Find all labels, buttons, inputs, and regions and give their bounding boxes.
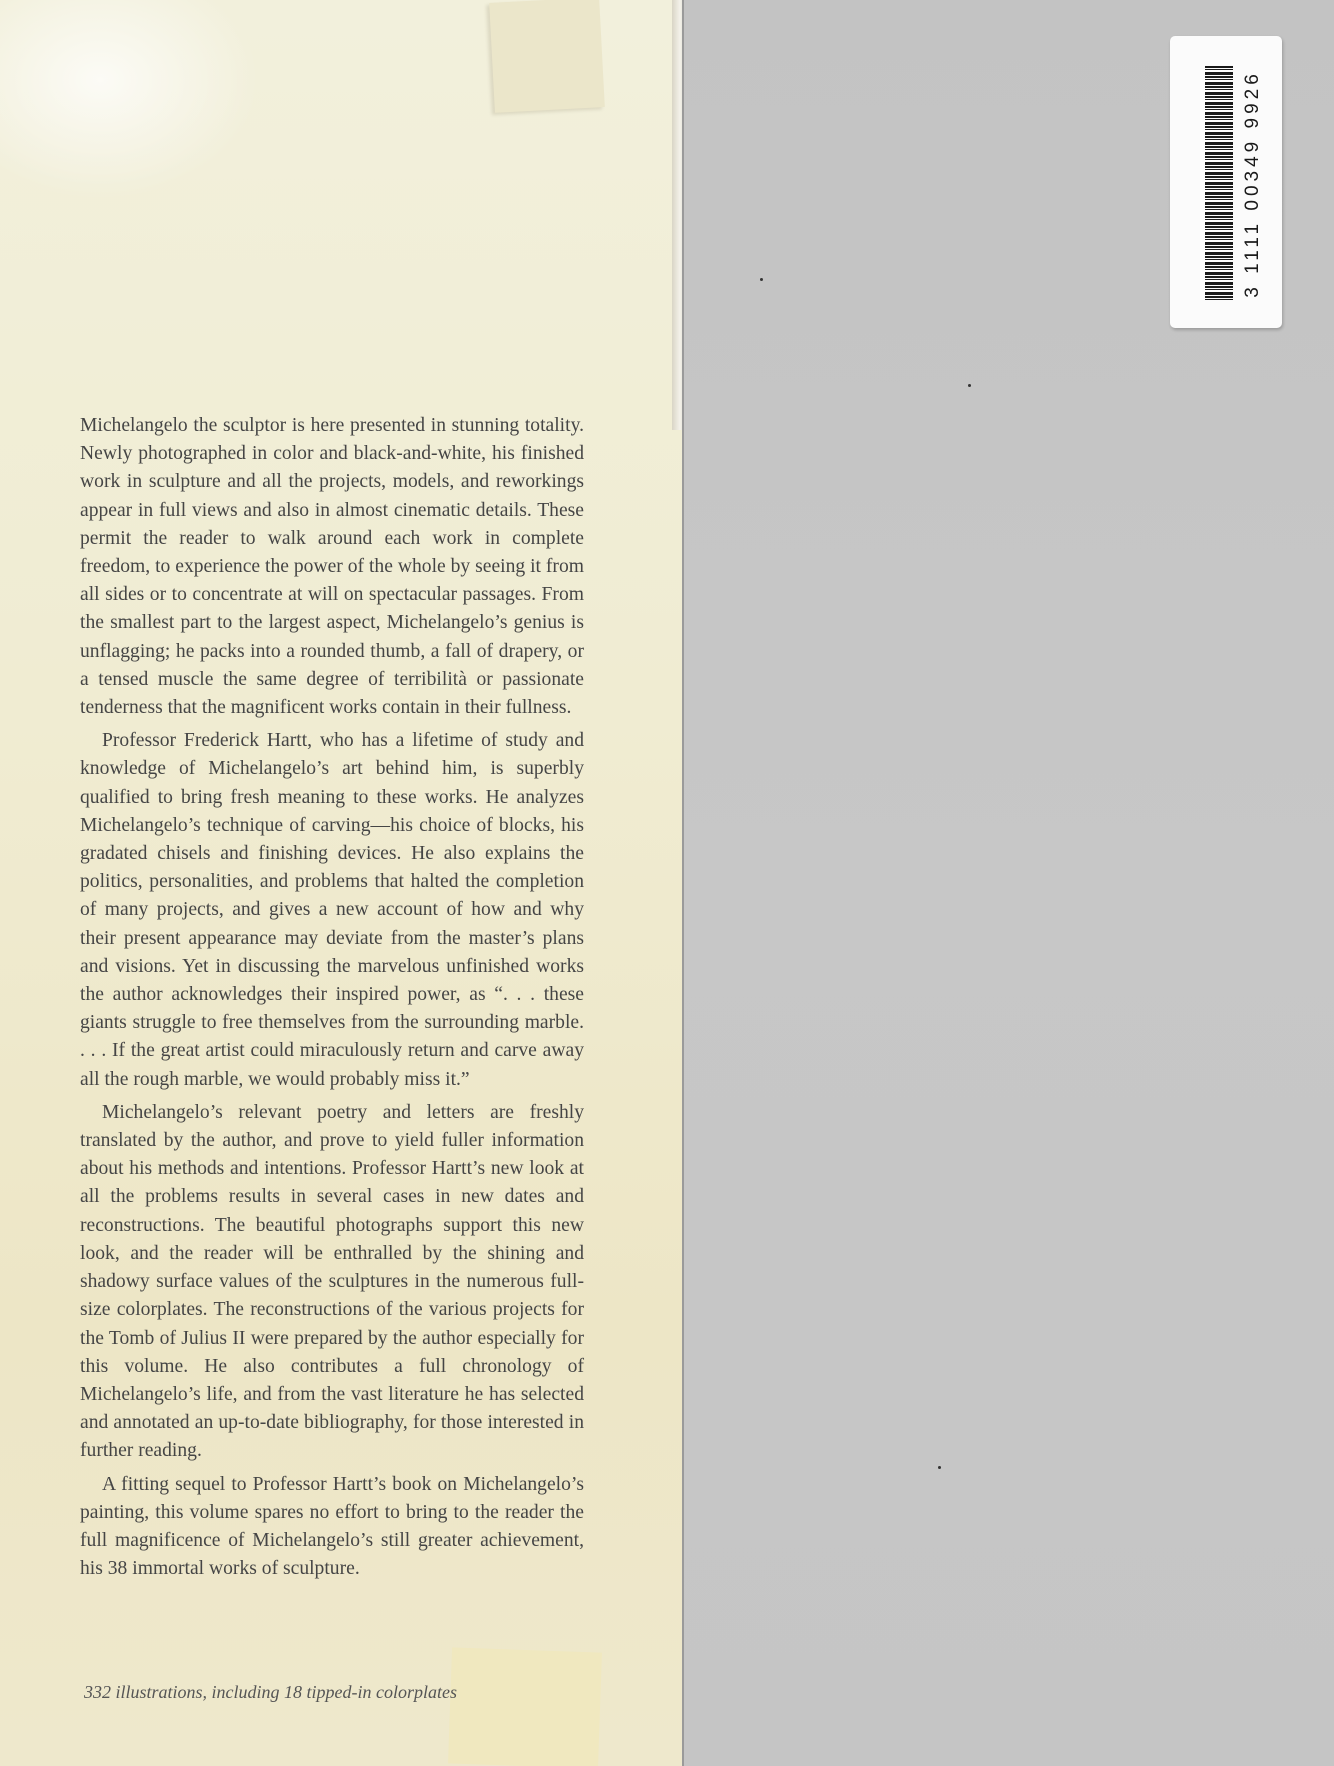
dust-speck	[760, 278, 763, 281]
flap-blurb	[80, 412, 584, 1588]
barcode-icon	[1205, 66, 1233, 302]
dust-speck	[938, 1466, 941, 1469]
illustrations-caption: 332 illustrations, including 18 tipped-in colorplates	[84, 1682, 457, 1702]
tape-piece-bottom	[448, 1647, 602, 1766]
barcode-number: 3 1111 00349 9926	[1242, 70, 1263, 298]
dust-speck	[968, 384, 971, 387]
blurb-paragraph-2: Professor Frederick Hartt, who has a lifetime of study and knowledge of Michelangelo’s art behind him, is superbly qualified to bring fresh meaning to these works. He analyzes Michelangelo’s technique of carving—his choice of blocks, his gradated chisels and finishing devices. He also explains the politics, personalities, and problems that halted the completion of many projects, and gives a new account of how and why their present appearance may deviate from the master’s plans and visions. Yet in discussing the marvelous unfinished works the author acknowledges their inspired power, as “. . . these giants struggle to free themselves from the surrounding marble. . . . If the great artist could miraculously return and carve away all the rough marble, we would probably miss it.”	[80, 730, 584, 1090]
blurb-paragraph-4: A fitting sequel to Professor Hartt’s book on Michelangelo’s painting, this volume spares no effort to bring to the reader the full magnificence of Michelangelo’s still greater achievement, his 38 immortal works of sculpture.	[80, 1473, 584, 1580]
blurb-paragraph-3: Michelangelo’s relevant poetry and letters are freshly translated by the author, and prove to yield fuller information about his methods and intentions. Professor Hartt’s new look at all the problems results in several cases in new dates and reconstructions. The beautiful photographs support this new look, and the reader will be enthralled by the shining and shadowy surface values of the sculptures in the numerous full-size colorplates. The reconstructions of the various projects for the Tomb of Julius II were prepared by the author especially for this volume. He also contributes a full chronology of Michelangelo’s life, and from the vast literature he has selected and annotated an up-to-date bibliography, for those interested in further reading.	[80, 1101, 584, 1462]
tape-piece-top	[489, 0, 605, 113]
blurb-paragraph-1: Michelangelo the sculptor is here presented in stunning totality. Newly photographed in color and black-and-white, his finished work in sculpture and all the projects, models, and reworkings appear in full views and also in almost cinematic details. These permit the reader to walk around each work in complete freedom, to experience the power of the whole by seeing it from all sides or to concentrate at will on spectacular passages. From the smallest part to the largest aspect, Michelangelo’s genius is unflagging; he packs into a rounded thumb, a fall of drapery, or a tensed muscle the same degree of terribilità or passionate tenderness that the magnificent works contain in their fullness.	[80, 415, 584, 719]
light-glare	[0, 0, 260, 200]
